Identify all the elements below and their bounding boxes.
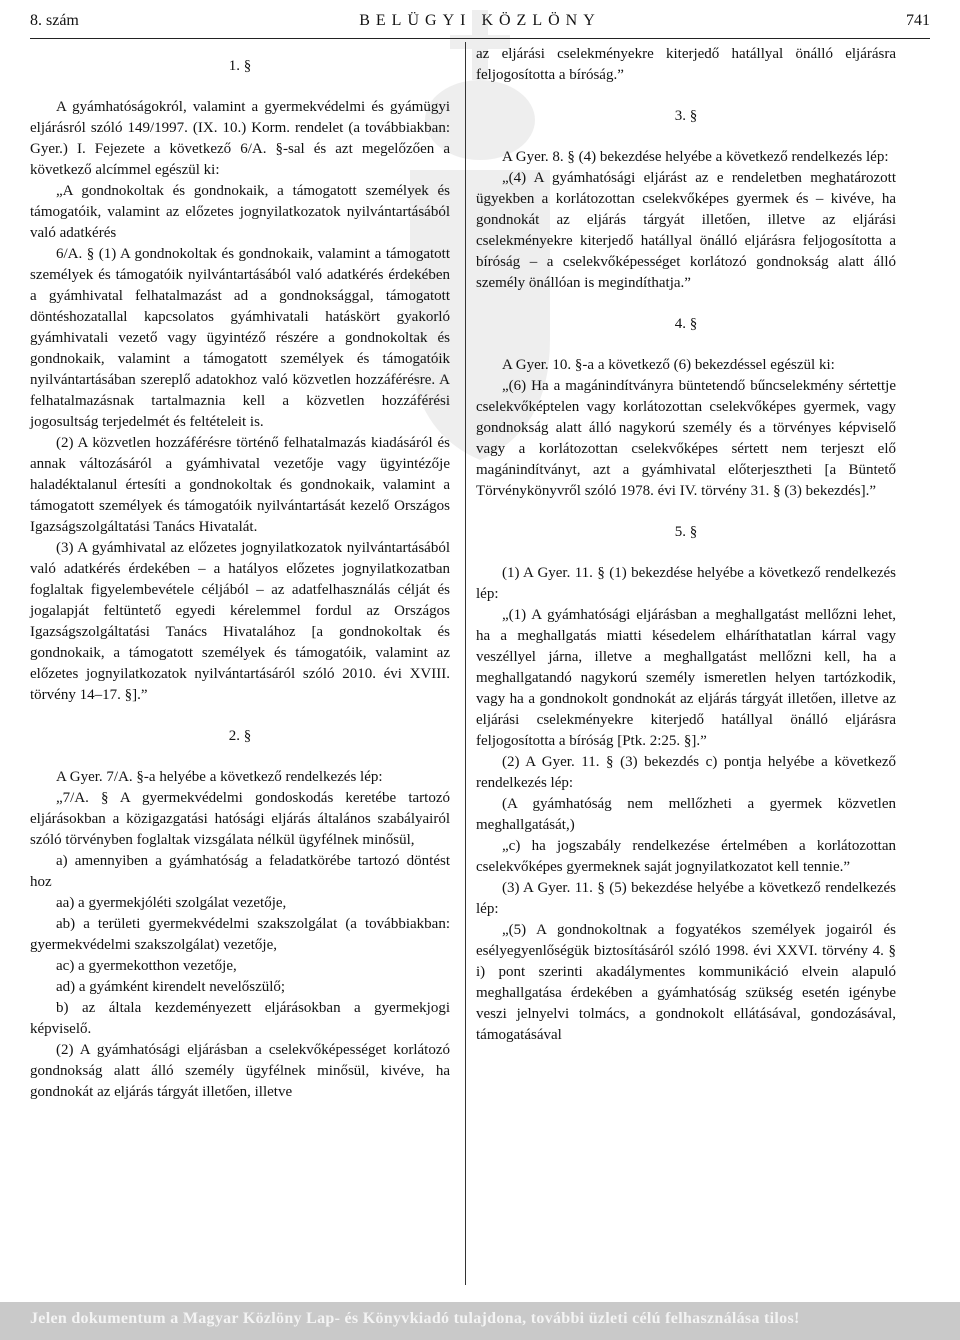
section-number: 3. § [674,108,698,124]
paragraph: (2) A Gyer. 11. § (3) bekezdés c) pontja helyébe a következő rendelkezés lép: [476,754,896,791]
paragraph: ab) a területi gyermekvédelmi szakszolgálat (a továbbiakban: gyermekvédelmi szakszolgálat) vezetője, [30,916,450,953]
paragraph: aa) a gyermekjóléti szolgálat vezetője, [56,895,287,911]
column-divider [465,42,466,1285]
paragraph: a) amennyiben a gyámhatóság a feladatkörébe tartozó döntést hoz [30,853,450,890]
paragraph: „(6) Ha a magánindítványra büntetendő bűncselekmény sértettje cselekvőképtelen vagy korlátozottan cselekvőképes gyermek, vagy gondnokság alatt álló nagykorú személy és a törvényes képviselő vagy a korlátozottan cselekvőképes sértett nem terjeszt elő magánindítványt, azt a gyámhivatal előterjesztheti [a Büntető Törvénykönyvről szóló 1978. évi IV. törvény 31. § (3) bekezdés].” [476,378,896,499]
paragraph: (1) A Gyer. 11. § (1) bekezdése helyébe a következő rendelkezés lép: [476,565,896,602]
paragraph: (3) A gyámhivatal az előzetes jognyilatkozatok nyilvántartásából való adatkérés érdekében – a hatályos előzetes jognyilatkozatban foglaltak figyelembevétele céljából – az adatfelhasználás célját és jogalapját feltüntető egyedi kérelemmel fordul az Országos Igazságszolgáltatási Tanács Hivatalához [a gondnokoltak és gondnokaik, a támogatott személyek és támogatóik, valamint az előzetes jognyilatkozatok nyilvántartásáról szóló 2010. évi XVIII. törvény 14–17. §].” [30,540,450,703]
paragraph: A gyámhatóságokról, valamint a gyermekvédelmi és gyámügyi eljárásról szóló 149/1997. (IX. 10.) Korm. rendelet (a továbbiakban: Gyer.) I. Fejezete a következő 6/A. §-sal és azt megelőzően a következő alcímmel egészül ki: [30,99,450,178]
page-header [30,12,930,38]
copyright-notice: Jelen dokumentum a Magyar Közlöny Lap- és Könyvkiadó tulajdona, további üzleti célú felhasználása tilos! [30,1310,800,1327]
paragraph: „7/A. § A gyermekvédelmi gondoskodás keretébe tartozó eljárásokban a közigazgatási hatósági eljárás általános szabályairól szóló törvényben foglaltak vizsgálata nélkül ügyfélnek minősül, [30,790,450,848]
section-number: 2. § [228,728,252,744]
paragraph: A Gyer. 7/A. §-a helyébe a következő rendelkezés lép: [56,769,383,785]
paragraph: 6/A. § (1) A gondnokoltak és gondnokaik, valamint a támogatott személyek és támogatóik nyilvántartásából való adatkérés érdekében a gyámhivatal felhatalmazást ad a gondnoksággal, támogatott döntéshozatallal kapcsolatos gyámhivatali hatáskört gyakorló gyámhivatali vezető vagy ügyintéző részére a gondnokoltak és gondnokaik, valamint a támogatott személyek és támogatóik nyilvántartásában szereplő adatokhoz való közvetlen hozzáférésre. A felhatalmazásnak tartalmaznia kell a közvetlen hozzáférési jogosultság terjedelmét és feltételeit is. [30,246,450,430]
paragraph: „c) ha jogszabály rendelkezése értelmében a korlátozottan cselekvőképes gyermeknek saját jognyilatkozatot kell tennie.” [476,838,896,875]
section-number: 5. § [674,524,698,540]
paragraph: (2) A gyámhatósági eljárásban a cselekvőképességet korlátozó gondnokság alatt álló személy ügyfélnek minősül, kivéve, ha gondnokát az eljárás tárgyát illetően, illetve [30,1042,450,1100]
publication-title: BELÜGYI KÖZLÖNY [359,12,601,29]
page-number: 741 [906,12,930,29]
paragraph: (A gyámhatóság nem mellőzheti a gyermek közvetlen meghallgatását,) [476,796,896,833]
paragraph: „(4) A gyámhatósági eljárást az e rendeletben meghatározott ügyekben a korlátozottan cselekvőképes gyermek és – kivéve, ha gondnokát az eljárás tárgyát illetően, illetve az eljárási cselekményekre kiterjedő hatállyal önálló eljárásra feljogosította a bíróság – a cselekvőképességet korlátozó gondnokság alatt álló személy önállóan is megindíthatja.” [476,170,896,291]
paragraph: (2) A közvetlen hozzáférésre történő felhatalmazás kiadásáról és annak változásáról a gyámhivatal vezetője vagy ügyintézője haladéktalanul értesíti a gondnokoltak és gondnokaik, valamint a támogatott személyek és támogatóik nyilvántartását kezelő Országos Igazságszolgáltatási Tanács Hivatalát. [30,435,450,535]
paragraph: ac) a gyermekotthon vezetője, [56,958,237,974]
issue-number: 8. szám [30,12,79,29]
section-number: 4. § [674,316,698,332]
section-number: 1. § [228,58,252,74]
header-rule [30,38,930,39]
right-column [476,44,896,1046]
paragraph: A Gyer. 8. § (4) bekezdése helyébe a következő rendelkezés lép: [502,149,889,165]
paragraph: A Gyer. 10. §-a a következő (6) bekezdéssel egészül ki: [502,357,835,373]
footer-banner [0,1302,960,1340]
paragraph: az eljárási cselekményekre kiterjedő hatállyal önálló eljárásra feljogosította a bíróság.” [476,46,896,83]
left-column [30,44,450,1103]
paragraph: b) az általa kezdeményezett eljárásokban a gyermekjogi képviselő. [30,1000,450,1037]
paragraph: „A gondnokoltak és gondnokaik, a támogatott személyek és támogatóik, valamint az előzetes jognyilatkozatok nyilvántartásából való adatkérés [30,183,450,241]
paragraph: „(1) A gyámhatósági eljárásban a meghallgatást mellőzni lehet, ha a meghallgatás miatti késedelem elháríthatatlan kárral vagy veszéllyel járna, illetve a meghallgatást mellőzni kell, ha a meghallgatandó nagykorú személy ismeretlen helyen tartózkodik, vagy ha a gondnokolt gondnokát az eljárás tárgyát illetően, illetve az eljárási cselekményekre kiterjedő hatállyal önálló eljárásra feljogosította a bíróság [Ptk. 2:25. §].” [476,607,896,749]
paragraph: ad) a gyámként kirendelt nevelőszülő; [56,979,286,995]
paragraph: (3) A Gyer. 11. § (5) bekezdése helyébe a következő rendelkezés lép: [476,880,896,917]
paragraph: „(5) A gondnokoltnak a fogyatékos személyek jogairól és esélyegyenlőségük biztosításáról szóló 1998. évi XXVI. törvény 4. § i) pont szerinti akadálymentes kommunikáció elvein alapuló meghallgatása érdekében a gyámhatóság szükség esetén igénybe veszi jelnyelvi tolmács, a gondnokolt ellátásával, gondozásával, támogatásával [476,922,896,1043]
